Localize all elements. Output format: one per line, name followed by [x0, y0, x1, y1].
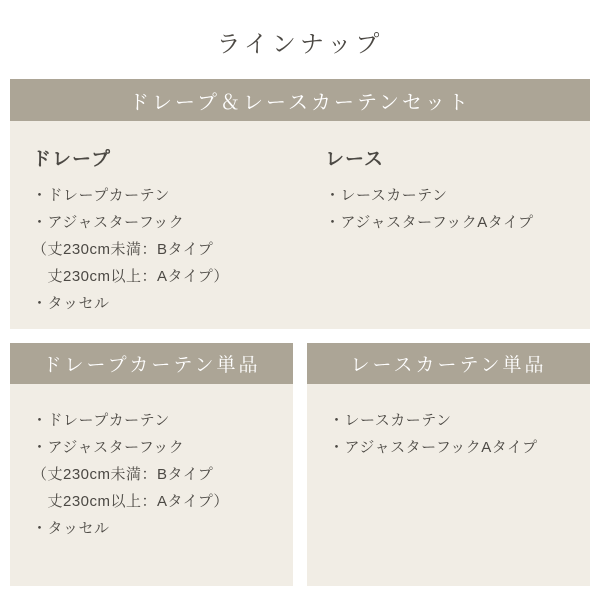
lace-column: [325, 144, 590, 329]
lace-single-header: レースカーテン単品: [307, 343, 590, 384]
set-section: [10, 79, 590, 329]
list-item: （丈230cm未満：Bタイプ: [32, 241, 214, 258]
set-section-header: ドレープ＆レースカーテンセット: [10, 79, 590, 121]
lace-column-heading: レース: [325, 149, 385, 170]
list-item: ・レースカーテン: [325, 187, 448, 204]
list-item: ・アジャスターフック: [32, 214, 185, 231]
lace-single-panel: [307, 384, 590, 586]
drape-single-section: [10, 343, 293, 586]
page-title: ラインナップ: [216, 31, 384, 58]
list-item: 丈230cm以上：Aタイプ）: [32, 493, 229, 510]
drape-single-header: ドレープカーテン単品: [10, 343, 293, 384]
list-item: ・アジャスターフックAタイプ: [329, 439, 538, 456]
list-item: ・アジャスターフックAタイプ: [325, 214, 534, 231]
list-item: （丈230cm未満：Bタイプ: [32, 466, 214, 483]
list-item: ・レースカーテン: [329, 412, 452, 429]
list-item: ・ドレープカーテン: [32, 187, 170, 204]
single-sections-row: [10, 343, 590, 586]
list-item: ・タッセル: [32, 520, 110, 537]
drape-column-heading: ドレープ: [32, 149, 112, 170]
list-item: ・ドレープカーテン: [32, 412, 170, 429]
set-section-panel: [10, 121, 590, 329]
drape-single-panel: [10, 384, 293, 586]
drape-column: [32, 144, 325, 329]
list-item: 丈230cm以上：Aタイプ）: [32, 268, 229, 285]
lace-single-section: [307, 343, 590, 586]
list-item: ・アジャスターフック: [32, 439, 185, 456]
list-item: ・タッセル: [32, 295, 110, 312]
